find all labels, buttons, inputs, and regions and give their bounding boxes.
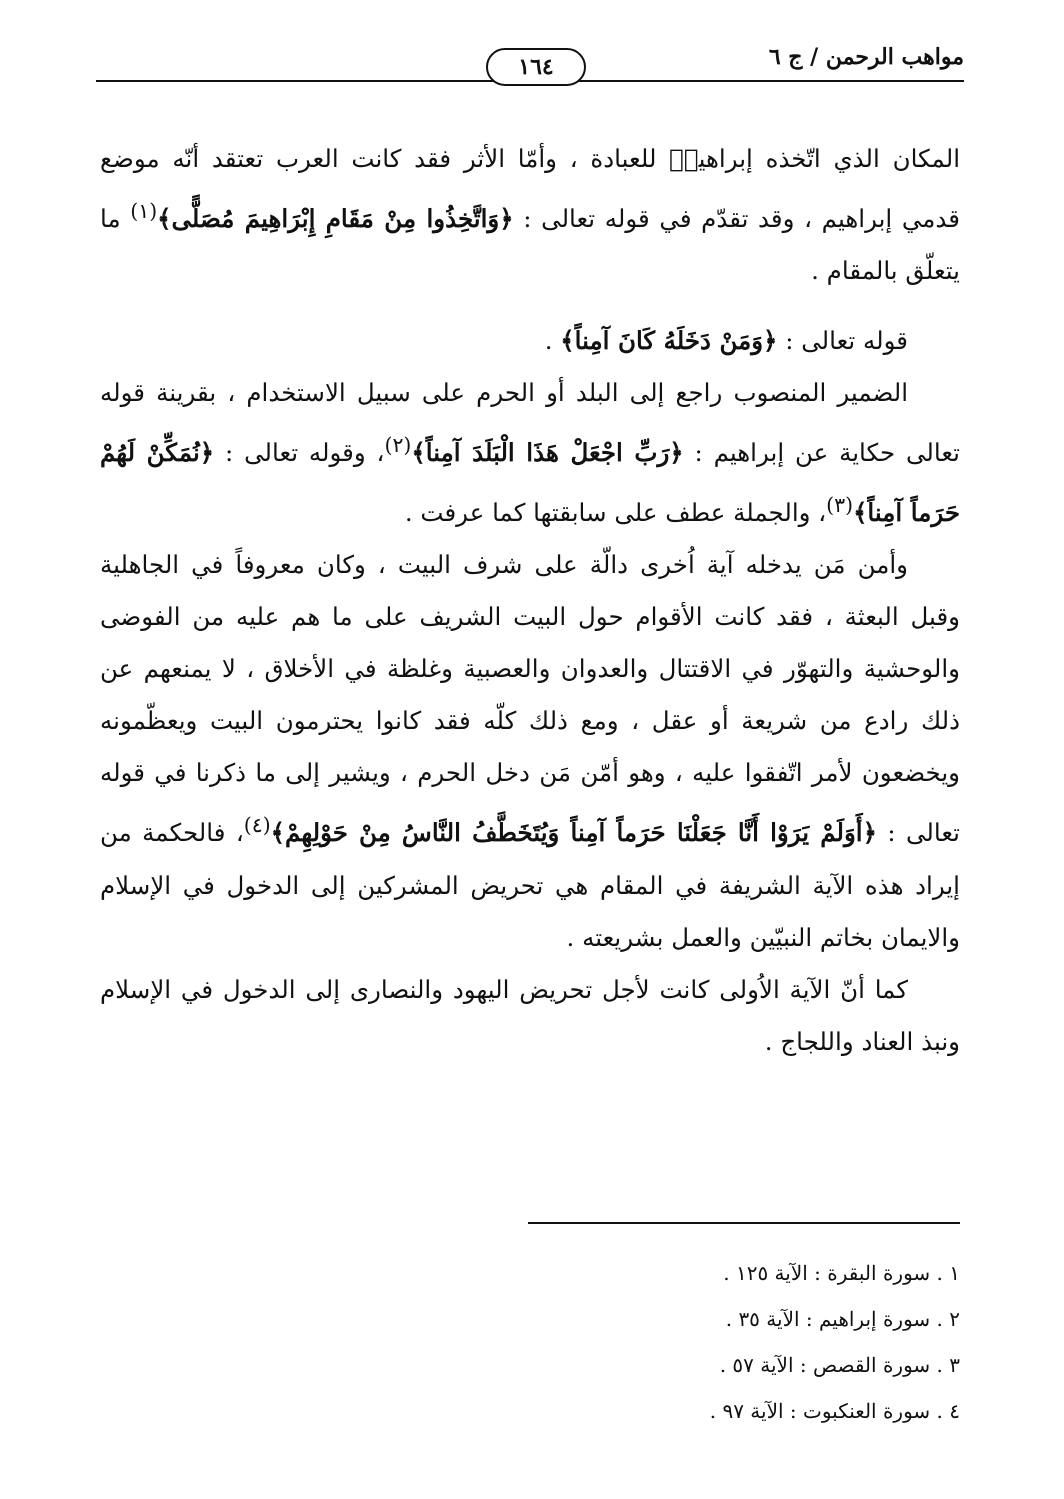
paragraph-text: قوله تعالى :: [777, 326, 908, 356]
quran-verse: ﴿نُمَكِّنْ لَهُمْ حَرَماً آمِناً﴾: [100, 438, 960, 528]
paragraph-4: [100, 539, 960, 963]
footnote-3: ٣ . سورة القصص : الآية ٥٧ .: [719, 1353, 960, 1377]
paragraph-text: المكان الذي اتّخذه إبراهيمؐ للعبادة ، وأمّا الأثر فقد كانت العرب تعتقد أنّه موضع قدمي إبراهيم ، وقد تقدّم في قوله تعالى :: [100, 144, 960, 234]
quran-verse: ﴿وَاتَّخِذُوا مِنْ مَقَامِ إِبْرَاهِيمَ مُصَلًّى﴾: [157, 204, 514, 234]
main-text: [100, 133, 960, 1068]
footnote-separator: [528, 1222, 960, 1224]
quran-verse: ﴿رَبِّ اجْعَلْ هَذَا الْبَلَدَ آمِناً﴾: [411, 438, 684, 468]
paragraph-5: [100, 964, 960, 1068]
paragraph-text: ، فالحكمة من إيراد هذه الآية الشريفة في المقام هي تحريض المشركين إلى الدخول في الإسلام والايمان بخاتم النبيّين والعمل بشريعته .: [100, 818, 960, 952]
footnote-2: ٢ . سورة إبراهيم : الآية ٣٥ .: [725, 1307, 960, 1331]
footnote-4: ٤ . سورة العنكبوت : الآية ٩٧ .: [709, 1399, 960, 1423]
page-number: ١٦٤: [486, 48, 586, 86]
paragraph-text: ، وقوله تعالى :: [214, 438, 385, 468]
paragraph-3: [100, 367, 960, 539]
paragraph-text: ما يتعلّق بالمقام .: [100, 204, 960, 286]
running-title: مواهب الرحمن / ج ٦: [768, 44, 964, 70]
paragraph-text: .: [544, 326, 561, 356]
footnotes: [560, 1250, 960, 1434]
footnote-ref: (١): [130, 199, 158, 223]
footnote-ref: (٤): [243, 813, 271, 838]
footnote-ref: (٣): [826, 493, 854, 518]
footnote-1: ١ . سورة البقرة : الآية ١٢٥ .: [723, 1261, 960, 1285]
paragraph-text: وأمن مَن يدخله آية اُخرى دالّة على شرف البيت ، وكان معروفاً في الجاهلية وقبل البعثة ، فقد كانت الأقوام حول البيت الشريف على ما هم عليه من الفوضى والوحشية والتهوّر في الاقتتال والعدوان والعصبية وغلظة في الأخلاق ، لا يمنعهم عن ذلك رادع من شريعة أو عقل ، ومع ذلك كلّه فقد كانوا يحترمون البيت ويعظّمونه ويخضعون لأمر اتّفقوا عليه ، وهو أمّن مَن دخل الحرم ، ويشير إلى ما ذكرنا في قوله تعالى :: [100, 550, 961, 848]
page-header: [96, 40, 964, 90]
paragraph-text: الضمير المنصوب راجع إلى البلد أو الحرم على سبيل الاستخدام ، بقرينة قوله تعالى حكاية عن إبراهيم :: [100, 378, 960, 468]
paragraph-text: ، والجملة عطف على سابقتها كما عرفت .: [404, 498, 827, 528]
quran-verse: ﴿أَوَلَمْ يَرَوْا أَنَّا جَعَلْنَا حَرَماً آمِناً وَيُتَخَطَّفُ النَّاسُ مِنْ حَوْلِهِمْ﴾: [270, 818, 877, 848]
paragraph-text: كما أنّ الآية الاُولى كانت لأجل تحريض اليهود والنصارى إلى الدخول في الإسلام ونبذ العناد واللجاج .: [100, 974, 960, 1056]
quran-verse: ﴿وَمَنْ دَخَلَهُ كَانَ آمِناً﴾: [560, 326, 778, 356]
paragraph-2: [100, 315, 960, 367]
paragraph-1: [100, 133, 960, 297]
footnote-ref: (٢): [384, 433, 412, 458]
